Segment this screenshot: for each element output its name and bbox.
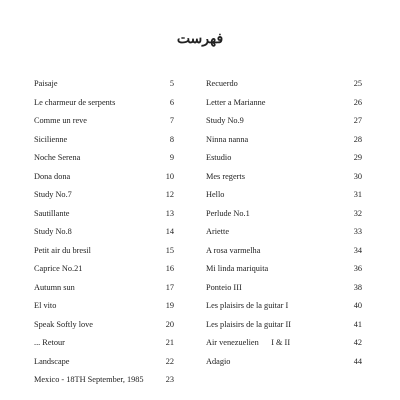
toc-entry: [34, 336, 174, 355]
entry-name: El vito: [34, 301, 57, 310]
entry-page: 42: [353, 338, 362, 347]
toc-entry: [206, 188, 362, 207]
entry-name: Landscape: [34, 356, 70, 366]
entry-name: Comme un reve: [34, 116, 87, 125]
entry-page: 23: [165, 375, 174, 384]
toc-left-column: [34, 77, 174, 392]
entry-page: 5: [169, 79, 174, 88]
entry-name: Sicilienne: [34, 134, 68, 144]
toc-entry: [206, 170, 362, 189]
toc-entry: [34, 170, 174, 189]
entry-name: Study No.9: [206, 116, 244, 125]
entry-name: Ninna nanna: [206, 134, 249, 144]
entry-page: 27: [353, 116, 362, 125]
entry-name: Adagio: [206, 356, 231, 366]
entry-page: 32: [353, 208, 362, 218]
entry-name: Noche Serena: [34, 153, 81, 162]
entry-page: 12: [165, 190, 174, 199]
entry-page: 16: [165, 264, 174, 273]
entry-page: 6: [169, 97, 174, 107]
entry-page: 9: [169, 153, 174, 162]
entry-name: Mi linda mariquita: [206, 264, 269, 273]
toc-entry: [206, 355, 362, 374]
toc-entry: [206, 151, 362, 170]
entry-page: 17: [165, 282, 174, 292]
entry-name: Mexico - 18TH September, 1985: [34, 375, 144, 384]
toc-entry: [206, 225, 362, 244]
toc-entry: [34, 133, 174, 152]
entry-name: Hello: [206, 190, 225, 199]
toc-right-column: [206, 77, 362, 373]
entry-page: 21: [165, 338, 174, 347]
entry-name: Ariette: [206, 227, 230, 236]
entry-name: Paisaje: [34, 79, 58, 88]
entry-page: 28: [353, 134, 362, 144]
toc-entry: [34, 244, 174, 263]
entry-name: Petit air du bresil: [34, 245, 91, 255]
toc-entry: [206, 299, 362, 318]
entry-name: Letter a Marianne: [206, 97, 266, 107]
entry-page: 29: [353, 153, 362, 162]
entry-name: Study No.8: [34, 227, 72, 236]
toc-entry: [34, 207, 174, 226]
entry-page: 30: [353, 171, 362, 181]
entry-page: 7: [169, 116, 174, 125]
toc-entry: [206, 114, 362, 133]
entry-page: 25: [353, 79, 362, 88]
toc-entry: [206, 318, 362, 337]
toc-entry: [34, 114, 174, 133]
entry-page: 34: [353, 245, 362, 255]
entry-name: A rosa varmelha: [206, 245, 261, 255]
toc-entry: [34, 96, 174, 115]
toc-entry: [206, 96, 362, 115]
entry-name: Perlude No.1: [206, 208, 250, 218]
entry-name: Recuerdo: [206, 79, 238, 88]
entry-page: 38: [353, 282, 362, 292]
entry-page: 19: [165, 301, 174, 310]
entry-page: 40: [353, 301, 362, 310]
entry-name: Autumn sun: [34, 282, 75, 292]
entry-name: Caprice No.21: [34, 264, 83, 273]
entry-name: Dona dona: [34, 171, 71, 181]
entry-page: 8: [169, 134, 174, 144]
entry-page: 10: [165, 171, 174, 181]
entry-page: 14: [165, 227, 174, 236]
entry-name: Ponteio III: [206, 282, 242, 292]
entry-page: 13: [165, 208, 174, 218]
entry-name: Study No.7: [34, 190, 72, 199]
toc-entry: [34, 77, 174, 96]
entry-page: 36: [353, 264, 362, 273]
entry-page: 44: [353, 356, 362, 366]
toc-entry: [34, 281, 174, 300]
entry-name: Air venezuelien I & II: [206, 338, 291, 347]
entry-page: 15: [165, 245, 174, 255]
toc-entry: [206, 336, 362, 355]
toc-entry: [34, 355, 174, 374]
toc-entry: [206, 281, 362, 300]
page-title: فهرست: [176, 32, 224, 47]
entry-page: 33: [353, 227, 362, 236]
toc-entry: [34, 318, 174, 337]
entry-name: Les plaisirs de la guitar II: [206, 319, 292, 329]
entry-name: ... Retour: [34, 338, 65, 347]
toc-entry: [34, 262, 174, 281]
toc-entry: [34, 299, 174, 318]
entry-name: Speak Softly love: [34, 319, 93, 329]
toc-entry: [34, 373, 174, 392]
toc-entry: [206, 133, 362, 152]
entry-name: Le charmeur de serpents: [34, 97, 116, 107]
toc-entry: [34, 225, 174, 244]
entry-page: 26: [353, 97, 362, 107]
toc-entry: [206, 77, 362, 96]
entry-page: 31: [353, 190, 362, 199]
entry-page: 41: [353, 319, 362, 329]
entry-name: Estudio: [206, 153, 232, 162]
entry-name: Mes regerts: [206, 171, 245, 181]
toc-entry: [206, 244, 362, 263]
entry-page: 22: [165, 356, 174, 366]
entry-name: Les plaisirs de la guitar I: [206, 301, 289, 310]
entry-name: Sautillante: [34, 208, 70, 218]
toc-entry: [206, 262, 362, 281]
toc-entry: [34, 188, 174, 207]
entry-page: 20: [165, 319, 174, 329]
toc-entry: [206, 207, 362, 226]
toc-entry: [34, 151, 174, 170]
